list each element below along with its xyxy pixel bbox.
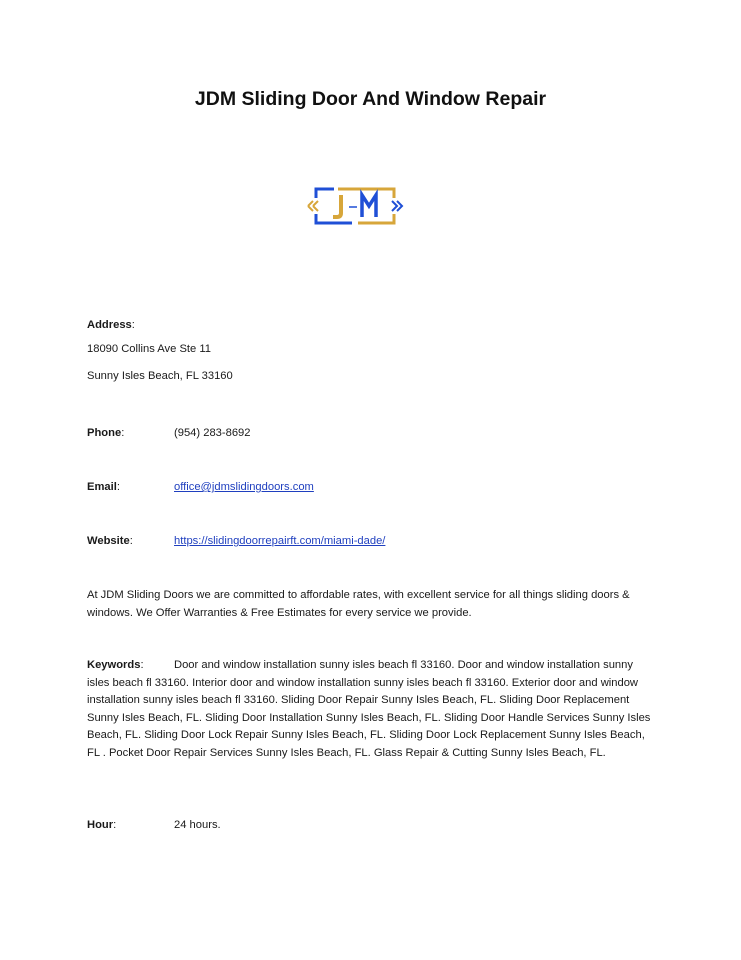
hours-label: Hour	[87, 819, 114, 831]
address-line-2: Sunny Isles Beach, FL 33160	[87, 370, 233, 382]
keywords-text: Door and window installation sunny isles beach fl 33160. Door and window installation sunny isles beach fl 33160. Interior door and window installation sunny isles beach fl 33160. Exterior door and window installation sunny isles beach fl 33160. Sliding Door Repair Sunny Isles Beach, FL. Sliding Door Replacement Sunny Isles Beach, FL. Sliding Door Installation Sunny Isles Beach, FL. Sliding Door Handle Services Sunny Isles Beach, FL. Sliding Door Lock Repair Sunny Isles Beach, FL. Sliding Door Lock Replacement Sunny Isles Beach, FL . Pocket Door Repair Services Sunny Isles Beach, FL. Glass Repair & Cutting Sunny Isles Beach, FL.	[87, 659, 651, 759]
keywords-block: Keywords: Door and window installation sunny isles beach fl 33160. Door and window installation sunny isles beach fl 33160. Interior door and window installation sunny isles beach fl 33160. Exterior door and window installation sunny isles beach fl 33160. Sliding Door Repair Sunny Isles Beach, FL. Sliding Door Replacement Sunny Isles Beach, FL. Sliding Door Installation Sunny Isles Beach, FL. Sliding Door Handle Services Sunny Isles Beach, FL. Sliding Door Lock Repair Sunny Isles Beach, FL. Sliding Door Lock Replacement Sunny Isles Beach, FL . Pocket Door Repair Services Sunny Isles Beach, FL. Glass Repair & Cutting Sunny Isles Beach, FL.	[87, 659, 651, 759]
address-line-1: 18090 Collins Ave Ste 11	[87, 343, 211, 355]
email-label: Email	[87, 481, 117, 493]
email-link[interactable]: office@jdmslidingdoors.com	[174, 481, 314, 493]
company-logo	[306, 182, 404, 230]
website-link[interactable]: https://slidingdoorrepairft.com/miami-dade/	[174, 535, 386, 547]
address-label: Address	[87, 319, 132, 331]
email-row: Email: office@jdmslidingdoors.com	[87, 479, 667, 497]
about-paragraph: At JDM Sliding Doors we are committed to affordable rates, with excellent service for all things sliding doors & windows. We Offer Warranties & Free Estimates for every service we provide.	[87, 589, 630, 619]
website-row: Website: https://slidingdoorrepairft.com/miami-dade/	[87, 533, 667, 551]
website-label: Website	[87, 535, 130, 547]
keywords-label: Keywords	[87, 659, 141, 671]
hours-row: Hour: 24 hours.	[87, 817, 667, 835]
page-title: JDM Sliding Door And Window Repair	[194, 88, 547, 110]
address-label-line: Address:	[87, 319, 135, 331]
company-logo-graphic	[306, 182, 404, 230]
phone-value: (954) 283-8692	[174, 427, 251, 439]
phone-row: Phone: (954) 283-8692	[87, 425, 667, 443]
phone-label: Phone	[87, 427, 122, 439]
hours-value: 24 hours.	[174, 819, 221, 831]
